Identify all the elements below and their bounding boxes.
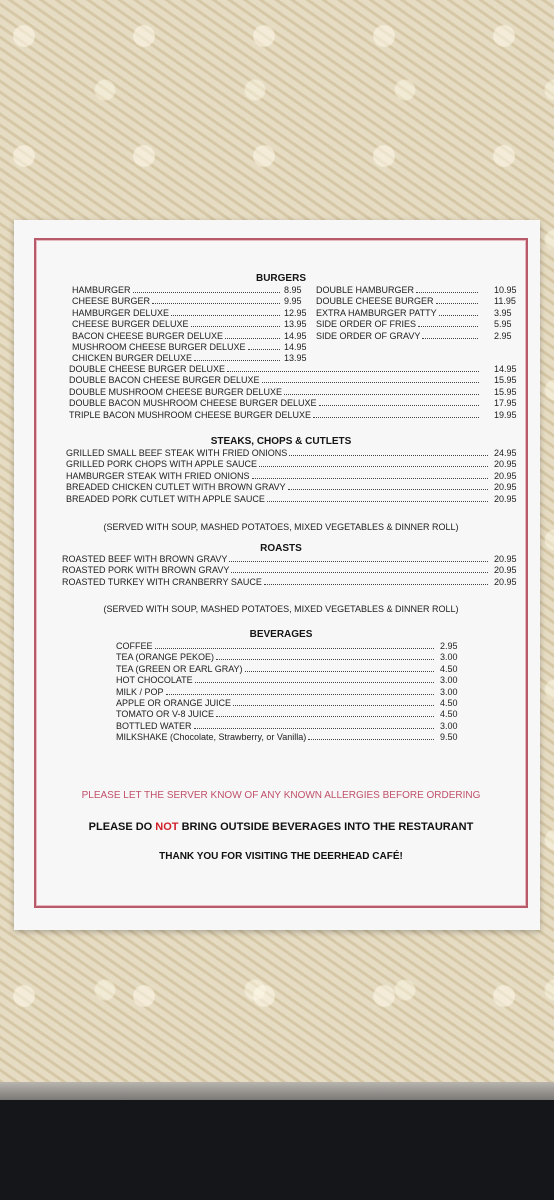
menu-item xyxy=(316,296,480,307)
dot-leader xyxy=(245,671,434,672)
allergy-notice: PLEASE LET THE SERVER KNOW OF ANY KNOWN ALLERGIES BEFORE ORDERING xyxy=(81,790,481,801)
menu-item-name: APPLE OR ORANGE JUICE xyxy=(116,698,232,708)
menu-item-name: EXTRA HAMBURGER PATTY xyxy=(316,307,437,318)
menu-border xyxy=(34,238,528,908)
menu-item-price: 19.95 xyxy=(494,409,517,420)
menu-item xyxy=(72,331,282,342)
notice-not-emphasis: NOT xyxy=(155,821,179,833)
dot-leader xyxy=(216,659,434,660)
menu-item-price: 20.95 xyxy=(494,554,517,564)
menu-item xyxy=(316,319,480,330)
menu-item-price: 9.50 xyxy=(440,732,458,743)
menu-item-price: 15.95 xyxy=(494,375,517,386)
menu-item-name: SIDE ORDER OF FRIES xyxy=(316,319,417,330)
menu-item-price: 20.95 xyxy=(494,482,517,493)
menu-item xyxy=(116,687,436,698)
menu-item-name: HAMBURGER STEAK WITH FRIED ONIONS xyxy=(66,470,250,481)
menu-item xyxy=(72,319,282,330)
dot-leader xyxy=(155,648,434,649)
menu-item xyxy=(316,331,480,342)
notice-text-end: BRING OUTSIDE BEVERAGES INTO THE RESTAURANT xyxy=(178,821,474,833)
menu-item xyxy=(72,285,282,296)
floor xyxy=(0,1100,554,1200)
menu-item-name: DOUBLE MUSHROOM CHEESE BURGER DELUXE xyxy=(69,386,283,397)
notice-text-start: PLEASE DO xyxy=(88,821,156,833)
dot-leader xyxy=(418,326,478,327)
menu-item-name: CHICKEN BURGER DELUXE xyxy=(72,353,193,364)
menu-item-price: 9.95 xyxy=(284,296,302,307)
menu-item-name: CHEESE BURGER DELUXE xyxy=(72,319,189,330)
menu-item xyxy=(72,353,282,364)
menu-item-price: 2.95 xyxy=(494,330,512,341)
menu-item xyxy=(62,554,490,565)
menu-item-price: 10.95 xyxy=(494,285,517,295)
menu-item-price: 20.95 xyxy=(494,470,517,481)
menu-item xyxy=(69,410,481,421)
menu-item-price: 17.95 xyxy=(494,398,517,409)
menu-item xyxy=(316,285,480,296)
dot-leader xyxy=(308,739,434,740)
menu-item-price: 2.95 xyxy=(440,641,458,651)
menu-item xyxy=(66,494,490,505)
menu-item-name: COFFEE xyxy=(116,641,153,651)
menu-item-price: 24.95 xyxy=(494,448,517,458)
outside-beverages-notice xyxy=(36,821,526,833)
section-title-burgers: BURGERS xyxy=(255,273,306,284)
menu-sheet xyxy=(14,220,540,930)
menu-item xyxy=(116,675,436,686)
dot-leader xyxy=(231,572,488,573)
menu-item-price: 4.50 xyxy=(440,709,458,720)
menu-item xyxy=(69,387,481,398)
menu-item-name: ROASTED PORK WITH BROWN GRAVY xyxy=(62,565,230,576)
dot-leader xyxy=(284,394,479,395)
menu-item-name: HOT CHOCOLATE xyxy=(116,675,193,686)
dot-leader xyxy=(319,405,479,406)
dot-leader xyxy=(233,705,434,706)
menu-item-name: BREADED CHICKEN CUTLET WITH BROWN GRAVY xyxy=(66,482,286,493)
dot-leader xyxy=(216,716,434,717)
menu-item-name: MUSHROOM CHEESE BURGER DELUXE xyxy=(72,342,246,352)
menu-item-price: 3.00 xyxy=(440,720,458,731)
dot-leader xyxy=(289,455,488,456)
menu-item-name: DOUBLE BACON CHEESE BURGER DELUXE xyxy=(69,375,260,386)
menu-item xyxy=(66,448,490,459)
dot-leader xyxy=(194,360,280,361)
menu-item xyxy=(116,721,436,732)
dot-leader xyxy=(191,326,280,327)
menu-item xyxy=(66,471,490,482)
dot-leader xyxy=(267,501,488,502)
menu-item xyxy=(66,482,490,493)
dot-leader xyxy=(225,338,280,339)
menu-item xyxy=(72,296,282,307)
menu-item-price: 3.95 xyxy=(494,307,512,318)
dot-leader xyxy=(194,728,434,729)
menu-item-name: BOTTLED WATER xyxy=(116,720,192,731)
section-title-steaks: STEAKS, CHOPS & CUTLETS xyxy=(210,436,352,447)
dot-leader xyxy=(313,417,479,418)
menu-item xyxy=(116,641,436,652)
menu-item xyxy=(116,709,436,720)
dot-leader xyxy=(252,478,488,479)
menu-item-price: 5.95 xyxy=(494,319,512,330)
menu-item xyxy=(69,375,481,386)
menu-item-price: 4.50 xyxy=(440,663,458,674)
dot-leader xyxy=(288,489,488,490)
menu-item-name: TEA (GREEN OR EARL GRAY) xyxy=(116,663,243,674)
menu-item xyxy=(116,664,436,675)
menu-item-name: TRIPLE BACON MUSHROOM CHEESE BURGER DELUXE xyxy=(69,409,312,420)
menu-item-name: BREADED PORK CUTLET WITH APPLE SAUCE xyxy=(66,493,265,504)
menu-item-price: 3.00 xyxy=(440,675,458,686)
menu-item-name: BACON CHEESE BURGER DELUXE xyxy=(72,330,224,341)
menu-item-name: DOUBLE BACON MUSHROOM CHEESE BURGER DELUXE xyxy=(69,398,317,409)
menu-item-price: 14.95 xyxy=(284,330,307,341)
dot-leader xyxy=(229,561,488,562)
menu-item-price: 11.95 xyxy=(494,296,516,307)
roasts-served-with-note: (SERVED WITH SOUP, MASHED POTATOES, MIXED VEGETABLES & DINNER ROLL) xyxy=(103,604,459,614)
menu-item xyxy=(69,364,481,375)
menu-item-name: TOMATO OR V-8 JUICE xyxy=(116,709,215,720)
steaks-served-with-note: (SERVED WITH SOUP, MASHED POTATOES, MIXED VEGETABLES & DINNER ROLL) xyxy=(103,522,459,532)
dot-leader xyxy=(422,338,478,339)
menu-item-name: MILKSHAKE (Chocolate, Strawberry, or Vanilla) xyxy=(116,732,307,743)
menu-item-price: 20.95 xyxy=(494,565,517,576)
menu-item-price: 13.95 xyxy=(284,319,307,330)
menu-item-name: MILK / POP xyxy=(116,686,164,697)
menu-item-name: DOUBLE HAMBURGER xyxy=(316,285,415,295)
dot-leader xyxy=(227,371,479,372)
menu-item-price: 15.95 xyxy=(494,386,517,397)
menu-item-price: 14.95 xyxy=(284,342,307,352)
dot-leader xyxy=(259,466,488,467)
menu-item-name: CHEESE BURGER xyxy=(72,296,151,307)
dot-leader xyxy=(262,382,479,383)
section-title-roasts: ROASTS xyxy=(260,543,302,554)
dot-leader xyxy=(439,315,478,316)
menu-item-name: DOUBLE CHEESE BURGER DELUXE xyxy=(69,364,226,374)
menu-item-name: DOUBLE CHEESE BURGER xyxy=(316,296,434,307)
menu-item xyxy=(66,459,490,470)
section-title-beverages: BEVERAGES xyxy=(249,629,313,640)
menu-item-name: SIDE ORDER OF GRAVY xyxy=(316,330,421,341)
dot-leader xyxy=(195,682,434,683)
menu-item-price: 20.95 xyxy=(494,576,517,587)
menu-item-name: TEA (ORANGE PEKOE) xyxy=(116,652,215,663)
menu-item-name: ROASTED BEEF WITH BROWN GRAVY xyxy=(62,554,228,564)
menu-item-name: HAMBURGER DELUXE xyxy=(72,307,170,318)
menu-item-price: 4.50 xyxy=(440,698,458,708)
dot-leader xyxy=(171,315,280,316)
menu-item xyxy=(72,342,282,353)
dot-leader xyxy=(133,292,280,293)
menu-item-price: 20.95 xyxy=(494,459,517,470)
menu-item-price: 3.00 xyxy=(440,686,458,697)
menu-item xyxy=(62,565,490,576)
menu-item xyxy=(116,698,436,709)
thank-you-message: THANK YOU FOR VISITING THE DEERHEAD CAFÉ! xyxy=(159,851,403,862)
menu-item-name: ROASTED TURKEY WITH CRANBERRY SAUCE xyxy=(62,576,262,587)
menu-item-price: 8.95 xyxy=(284,285,302,295)
menu-item xyxy=(116,652,436,663)
menu-item-price: 13.95 xyxy=(284,353,307,364)
dot-leader xyxy=(166,694,434,695)
menu-item-price: 20.95 xyxy=(494,493,517,504)
menu-item-price: 12.95 xyxy=(284,307,307,318)
dot-leader xyxy=(264,584,488,585)
dot-leader xyxy=(248,349,280,350)
dot-leader xyxy=(152,303,280,304)
menu-item xyxy=(116,732,436,743)
menu-item-price: 14.95 xyxy=(494,364,517,374)
menu-item xyxy=(72,308,282,319)
menu-item-name: GRILLED PORK CHOPS WITH APPLE SAUCE xyxy=(66,459,258,470)
menu-item-name: GRILLED SMALL BEEF STEAK WITH FRIED ONIONS xyxy=(66,448,288,458)
menu-item xyxy=(69,398,481,409)
menu-item xyxy=(316,308,480,319)
menu-item xyxy=(62,577,490,588)
menu-item-price: 3.00 xyxy=(440,652,458,663)
menu-item-name: HAMBURGER xyxy=(72,285,131,295)
dot-leader xyxy=(416,292,478,293)
dot-leader xyxy=(436,303,478,304)
